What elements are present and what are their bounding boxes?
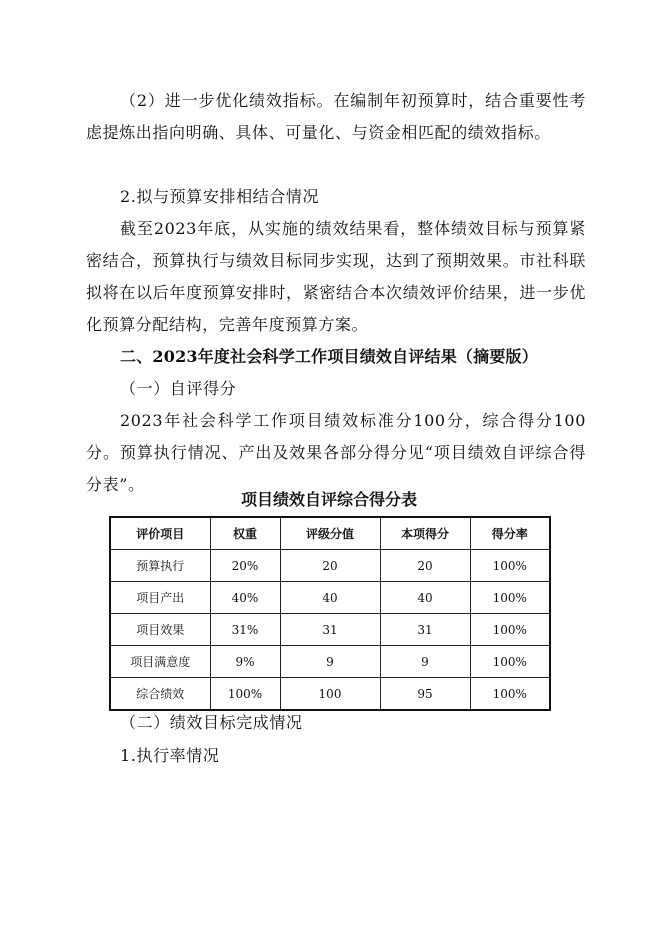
table-cell: 100 [280, 678, 380, 711]
table-cell: 100% [470, 646, 550, 678]
table-row [110, 582, 550, 614]
section-heading-self-evaluation: 二、2023年度社会科学工作项目绩效自评结果（摘要版） [120, 347, 538, 366]
table-cell: 40 [280, 582, 380, 614]
table-row [110, 646, 550, 678]
table-header-row [110, 517, 550, 550]
table-cell: 100% [470, 582, 550, 614]
table-cell: 40 [380, 582, 470, 614]
table-cell: 100% [210, 678, 280, 711]
table-row [110, 614, 550, 646]
subheading-self-score: （一）自评得分 [120, 379, 237, 398]
table-cell: 20% [210, 550, 280, 582]
table-cell: 100% [470, 614, 550, 646]
table-cell: 95 [380, 678, 470, 711]
table-title: 项目绩效自评综合得分表 [240, 490, 417, 509]
table-cell: 项目产出 [110, 582, 210, 614]
subheading-target-completion: （二）绩效目标完成情况 [120, 713, 303, 732]
paragraph-score-summary: 2023年社会科学工作项目绩效标准分100分，综合得分100分。预算执行情况、产出及效果各部分得分见“项目绩效自评综合得分表”。 [86, 411, 586, 494]
table-cell: 9% [210, 646, 280, 678]
paragraph-budget-results: 截至2023年底，从实施的绩效结果看，整体绩效目标与预算紧密结合，预算执行与绩效目标同步实现，达到了预期效果。市社科联拟将在以后年度预算安排时，紧密结合本次绩效评价结果，进一步优化预算分配结构，完善年度预算方案。 [86, 219, 586, 334]
header-cell: 评级分值 [280, 517, 380, 550]
header-cell: 权重 [210, 517, 280, 550]
table-cell: 综合绩效 [110, 678, 210, 711]
header-cell: 评价项目 [110, 517, 210, 550]
table-cell: 预算执行 [110, 550, 210, 582]
table-cell: 40% [210, 582, 280, 614]
table-cell: 31 [380, 614, 470, 646]
score-table [109, 516, 551, 711]
table-cell: 31% [210, 614, 280, 646]
table-cell: 100% [470, 678, 550, 711]
table-row [110, 678, 550, 711]
table-row [110, 550, 550, 582]
paragraph-optimize-indicators: （2）进一步优化绩效指标。在编制年初预算时，结合重要性考虑提炼出指向明确、具体、可量化、与资金相匹配的绩效指标。 [86, 91, 586, 142]
table-cell: 项目满意度 [110, 646, 210, 678]
table-cell: 100% [470, 550, 550, 582]
header-cell: 得分率 [470, 517, 550, 550]
table-cell: 项目效果 [110, 614, 210, 646]
heading-execution-rate: 1.执行率情况 [120, 746, 220, 765]
table-cell: 31 [280, 614, 380, 646]
table-cell: 20 [280, 550, 380, 582]
table-cell: 9 [280, 646, 380, 678]
heading-budget-integration: 2.拟与预算安排相结合情况 [120, 187, 320, 206]
header-cell: 本项得分 [380, 517, 470, 550]
table-cell: 9 [380, 646, 470, 678]
table-cell: 20 [380, 550, 470, 582]
